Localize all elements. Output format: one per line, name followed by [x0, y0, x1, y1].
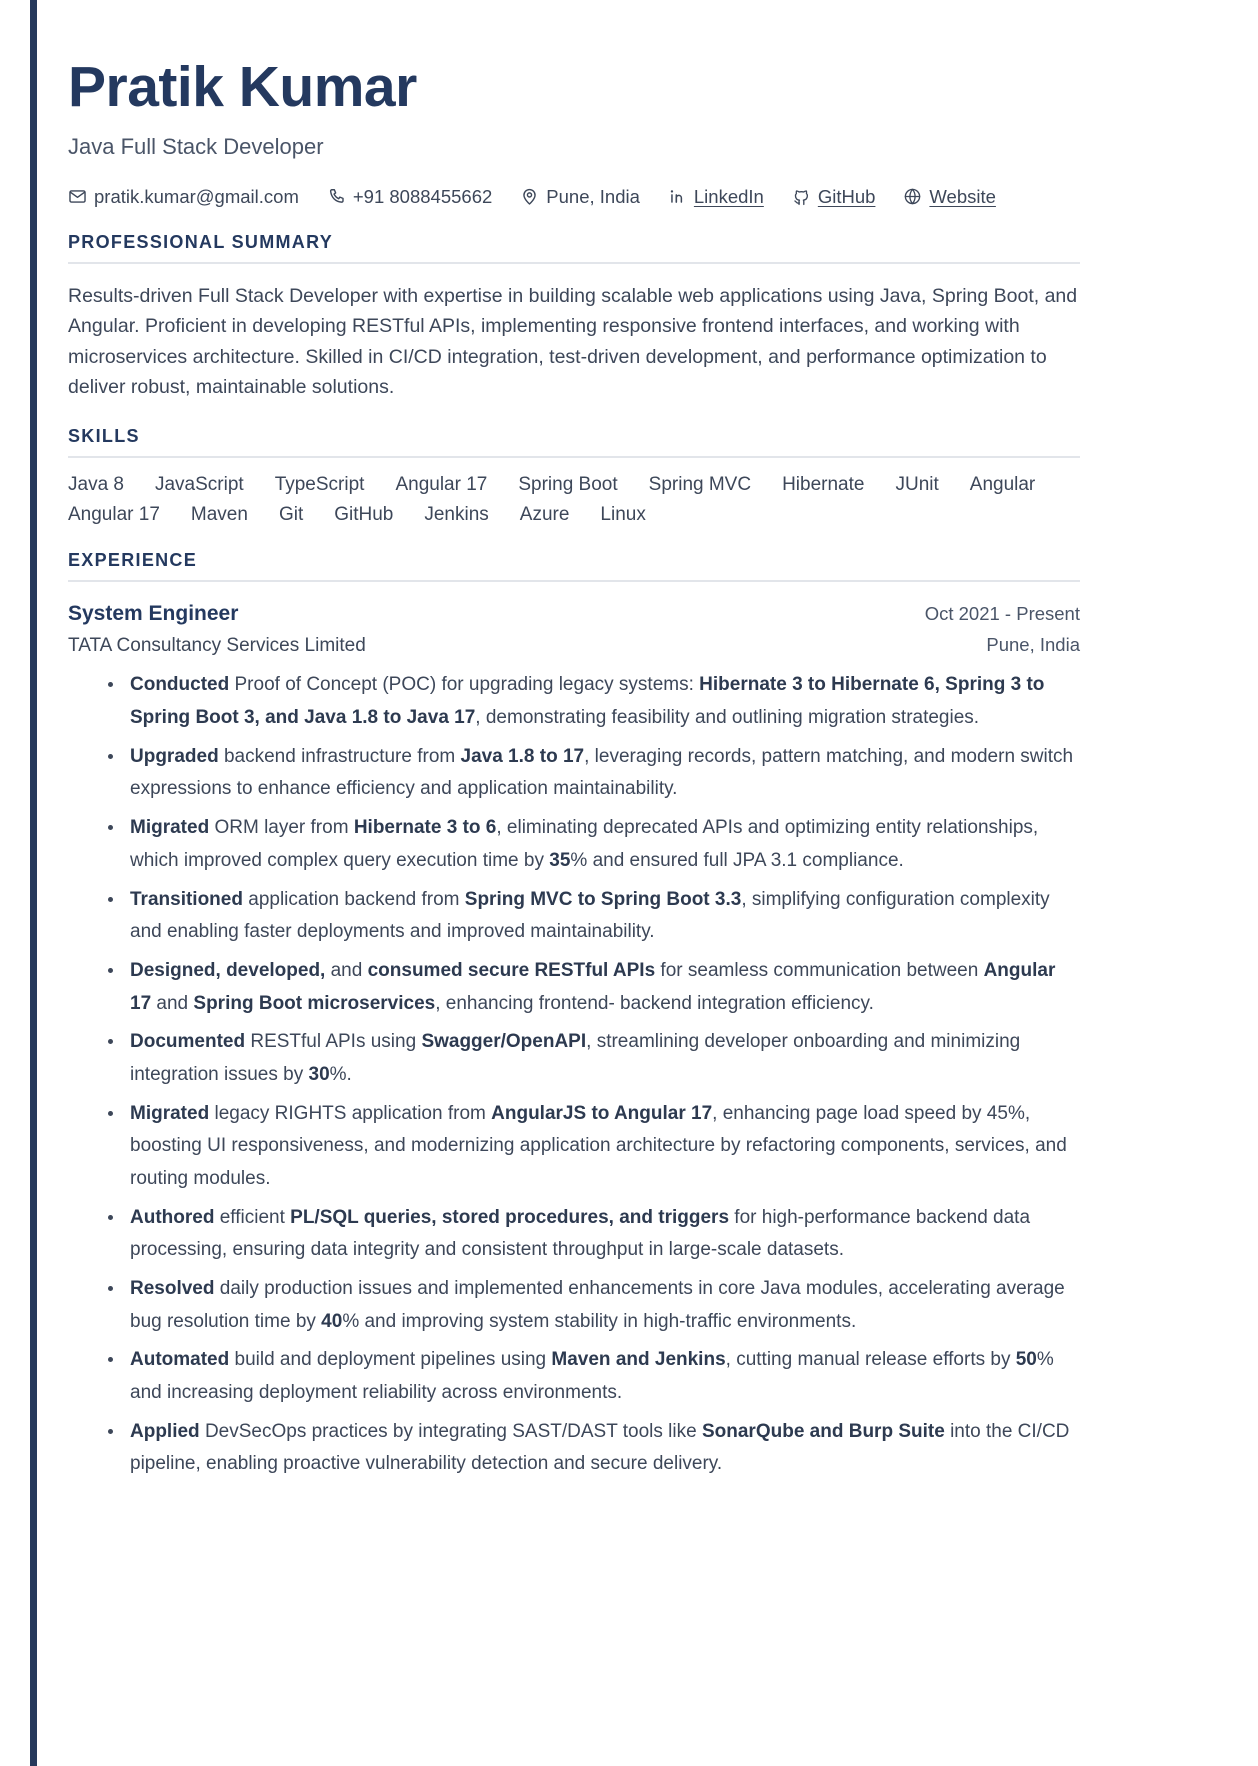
contact-location-text: Pune, India: [546, 185, 640, 207]
skill-chip: Maven: [190, 504, 248, 526]
section-title-skills: SKILLS: [68, 426, 140, 447]
skill-chip: Linux: [600, 504, 646, 526]
skill-chip: Git: [278, 504, 304, 526]
candidate-headline: Java Full Stack Developer: [68, 133, 324, 159]
candidate-name: Pratik Kumar: [68, 55, 417, 119]
map-pin-icon: [520, 187, 539, 206]
contact-linkedin-text: LinkedIn: [693, 185, 764, 207]
section-skills: [68, 426, 1080, 526]
contact-email[interactable]: [68, 186, 299, 208]
resume-header: [68, 0, 1080, 208]
contact-github-text: GitHub: [817, 185, 876, 207]
contact-row: [68, 160, 1080, 208]
contact-linkedin[interactable]: [668, 186, 764, 208]
skill-chip: Angular: [969, 474, 1036, 496]
skill-chip: JUnit: [895, 474, 939, 496]
contact-location: [520, 186, 640, 208]
contact-github[interactable]: [792, 186, 876, 208]
skill-chip: JavaScript: [154, 474, 244, 496]
job-bullet-list: [68, 669, 1080, 1480]
job-bullet: Documented RESTful APIs using Swagger/OpenAPI, streamlining developer onboarding and minimizing integration issues by 30%.: [108, 1026, 1080, 1091]
experience-entry: [68, 582, 1080, 1480]
skill-chip: Angular 17: [68, 504, 160, 526]
globe-icon: [903, 187, 922, 206]
linkedin-icon: [668, 187, 687, 206]
skill-chip: Spring Boot: [518, 474, 618, 496]
skill-chip: Azure: [519, 504, 570, 526]
experience-company-row: [68, 626, 1080, 657]
contact-website[interactable]: [903, 186, 996, 208]
job-bullet: Authored efficient PL/SQL queries, stored procedures, and triggers for high-performance backend data processing, ensuring data integrity and consistent throughput in large-scale datasets.: [108, 1202, 1080, 1267]
job-title: System Engineer: [68, 602, 239, 626]
envelope-icon: [68, 187, 87, 206]
job-company: TATA Consultancy Services Limited: [68, 635, 366, 657]
experience-title-row: [68, 602, 1080, 626]
job-bullet: Transitioned application backend from Spring MVC to Spring Boot 3.3, simplifying configuration complexity and enabling faster deployments and improved maintainability.: [108, 884, 1080, 949]
github-icon: [792, 187, 811, 206]
phone-icon: [327, 187, 346, 206]
skill-chip: GitHub: [334, 504, 394, 526]
skill-chip: Java 8: [68, 474, 124, 496]
contact-email-text: pratik.kumar@gmail.com: [94, 185, 299, 207]
resume-page: [68, 0, 1080, 1487]
job-bullet: Automated build and deployment pipelines using Maven and Jenkins, cutting manual release efforts by 50% and increasing deployment reliability across environments.: [108, 1344, 1080, 1409]
skills-list: [68, 458, 1068, 526]
job-bullet: Migrated legacy RIGHTS application from AngularJS to Angular 17, enhancing page load speed by 45%, boosting UI responsiveness, and modernizing application architecture by refactoring components, services, and routing modules.: [108, 1098, 1080, 1196]
section-title-summary: PROFESSIONAL SUMMARY: [68, 231, 334, 252]
skill-chip: TypeScript: [274, 474, 365, 496]
job-dates: Oct 2021 - Present: [924, 603, 1080, 625]
job-bullet: Upgraded backend infrastructure from Java 1.8 to 17, leveraging records, pattern matching, and modern switch expressions to enhance efficiency and application maintainability.: [108, 741, 1080, 806]
job-bullet: Resolved daily production issues and implemented enhancements in core Java modules, accelerating average bug resolution time by 40% and improving system stability in high-traffic environments.: [108, 1273, 1080, 1338]
job-bullet: Designed, developed, and consumed secure RESTful APIs for seamless communication between Angular 17 and Spring Boot microservices, enhancing frontend- backend integration efficiency.: [108, 955, 1080, 1020]
job-bullet: Migrated ORM layer from Hibernate 3 to 6, eliminating deprecated APIs and optimizing entity relationships, which improved complex query execution time by 35% and ensured full JPA 3.1 compliance.: [108, 812, 1080, 877]
contact-phone[interactable]: [327, 186, 492, 208]
skill-chip: Jenkins: [424, 504, 489, 526]
job-location: Pune, India: [986, 634, 1080, 656]
skill-chip: Hibernate: [782, 474, 865, 496]
summary-text: Results-driven Full Stack Developer with expertise in building scalable web applications using Java, Spring Boot, and Angular. Proficient in developing RESTful APIs, implementing responsive frontend interfaces, and working with microservices architecture. Skilled in CI/CD integration, test-driven development, and performance optimization to deliver robust, maintainable solutions.: [68, 284, 1078, 399]
job-bullet: Conducted Proof of Concept (POC) for upgrading legacy systems: Hibernate 3 to Hibernate 6, Spring 3 to Spring Boot 3, and Java 1.8 to Java 17, demonstrating feasibility and outlining migration strategies.: [108, 669, 1080, 734]
experience-list: [68, 582, 1080, 1480]
skill-chip: Spring MVC: [648, 474, 752, 496]
section-experience: [68, 550, 1080, 1480]
left-accent-bar: [30, 0, 37, 1766]
job-bullet: Applied DevSecOps practices by integrating SAST/DAST tools like SonarQube and Burp Suite into the CI/CD pipeline, enabling proactive vulnerability detection and secure delivery.: [108, 1416, 1080, 1481]
contact-phone-text: +91 8088455662: [352, 185, 493, 207]
section-title-experience: EXPERIENCE: [68, 550, 198, 571]
skill-chip: Angular 17: [395, 474, 488, 496]
section-professional-summary: [68, 232, 1080, 403]
contact-website-text: Website: [929, 185, 996, 207]
